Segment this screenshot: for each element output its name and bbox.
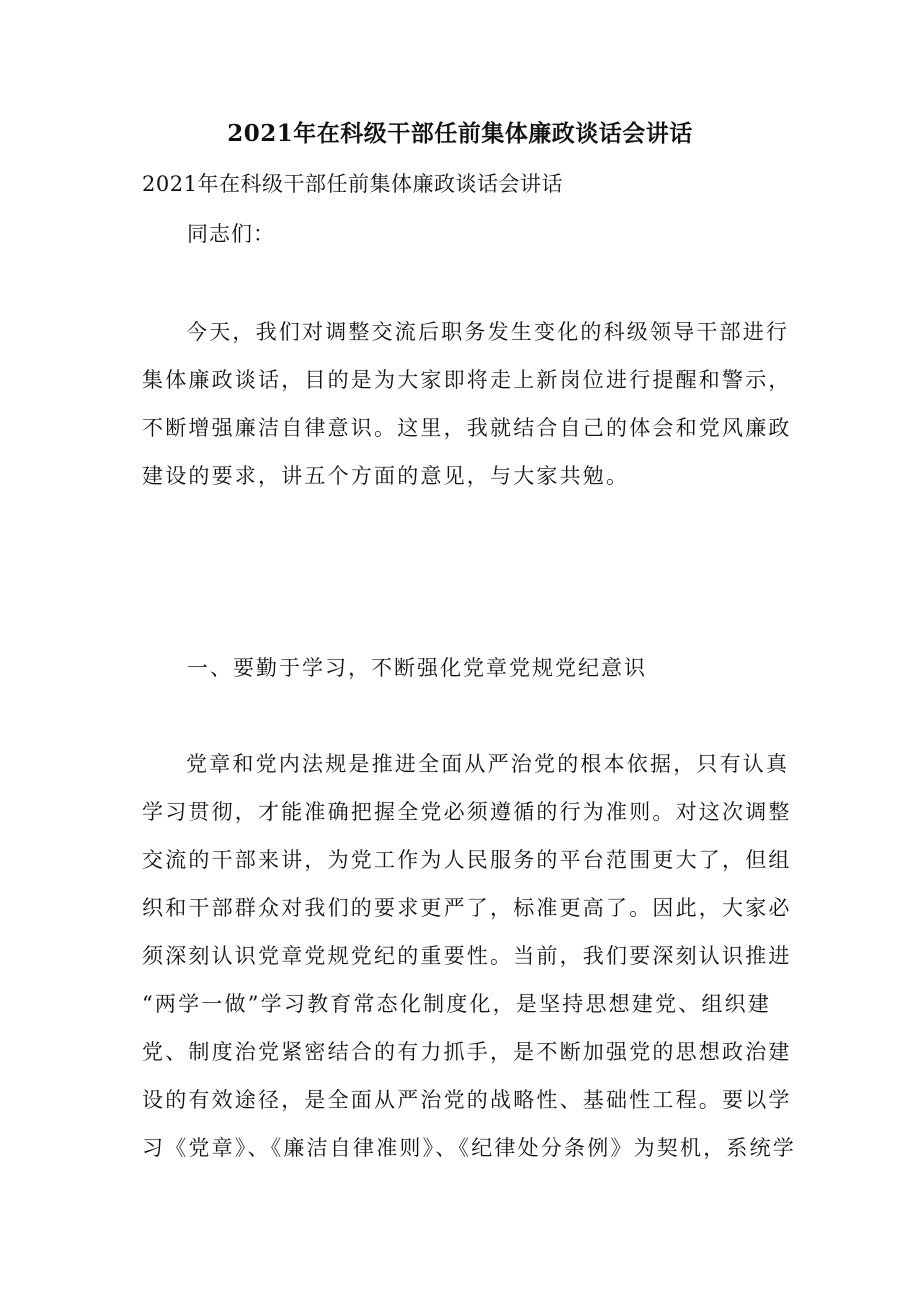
paragraph-line: 不断增强廉洁自律意识。这里，我就结合自己的体会和党风廉政 xyxy=(142,416,792,440)
paragraph-line: 设的有效途径，是全面从严治党的战略性、基础性工程。要以学 xyxy=(142,1088,792,1112)
document-title: 2021年在科级干部任前集体廉政谈话会讲话 xyxy=(227,120,693,147)
paragraph-section-1 xyxy=(142,740,796,1172)
paragraph-line: 须深刻认识党章党规党纪的重要性。当前，我们要深刻认识推进 xyxy=(142,944,792,968)
salutation: 同志们： xyxy=(187,222,275,246)
paragraph-line: 织和干部群众对我们的要求更严了，标准更高了。因此，大家必 xyxy=(142,896,792,920)
section-heading-1: 一、要勤于学习，不断强化党章党规党纪意识 xyxy=(187,656,647,680)
paragraph-line: 党、制度治党紧密结合的有力抓手，是不断加强党的思想政治建 xyxy=(142,1040,792,1064)
paragraph-line: 党章和党内法规是推进全面从严治党的根本依据，只有认真 xyxy=(186,752,790,776)
paragraph-line: 建设的要求，讲五个方面的意见，与大家共勉。 xyxy=(142,464,630,488)
paragraph-line: 习《党章》、《廉洁自律准则》、《纪律处分条例》为契机，系统学 xyxy=(142,1136,796,1160)
paragraph-line: “两学一做”学习教育常态化制度化，是坚持思想建党、组织建 xyxy=(142,992,772,1016)
document-subtitle: 2021年在科级干部任前集体廉政谈话会讲话 xyxy=(142,172,563,196)
paragraph-line: 交流的干部来讲，为党工作为人民服务的平台范围更大了，但组 xyxy=(142,848,792,872)
paragraph-intro xyxy=(142,308,792,500)
paragraph-line: 今天，我们对调整交流后职务发生变化的科级领导干部进行 xyxy=(186,320,790,344)
paragraph-line: 集体廉政谈话，目的是为大家即将走上新岗位进行提醒和警示， xyxy=(142,368,792,392)
paragraph-line: 学习贯彻，才能准确把握全党必须遵循的行为准则。对这次调整 xyxy=(142,800,792,824)
